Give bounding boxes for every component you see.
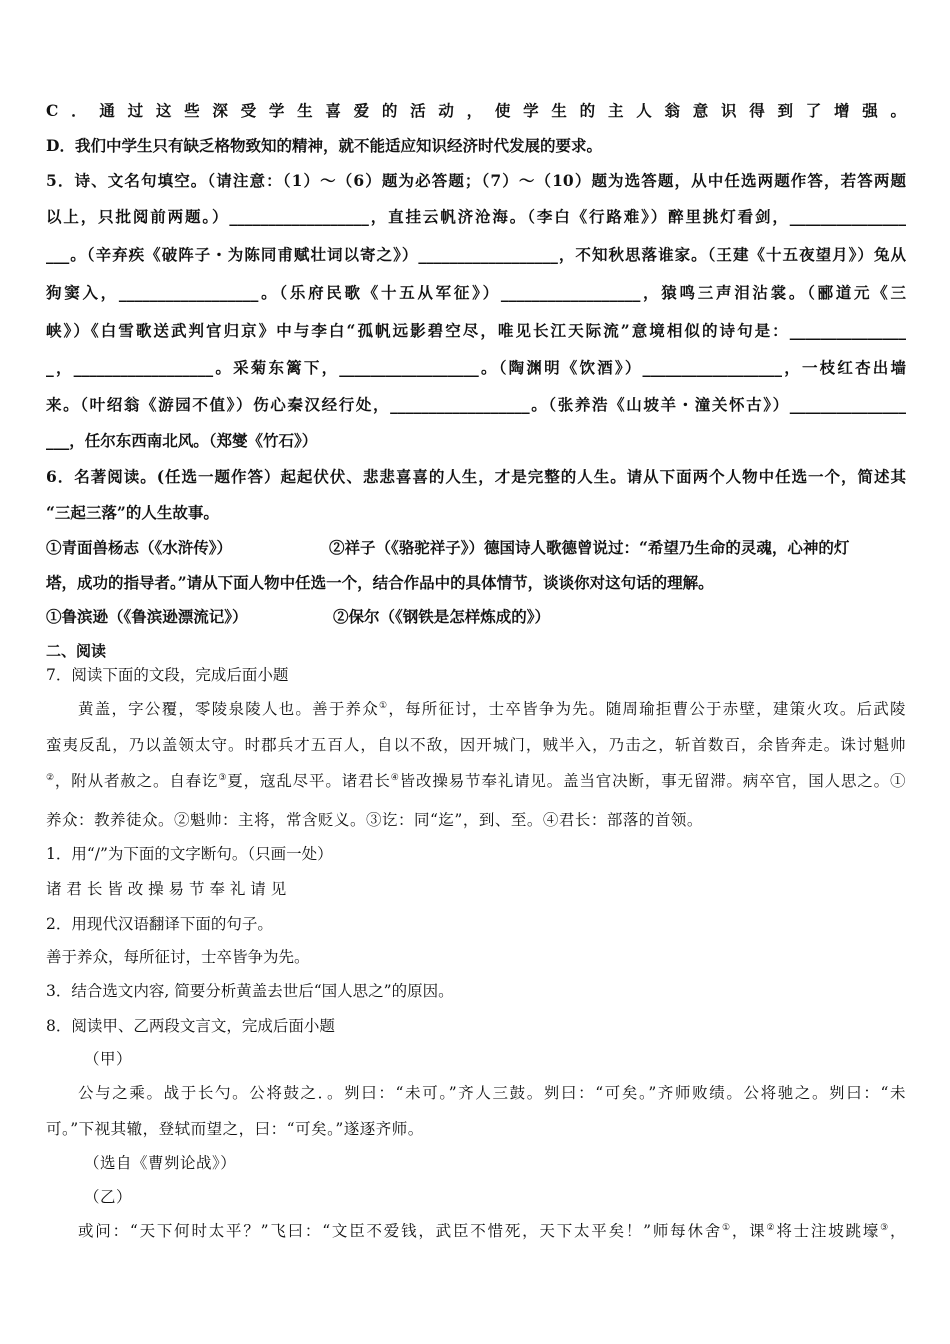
q6-line-5: [46, 606, 906, 628]
footnote-mark-3: ③: [218, 773, 228, 783]
q6-option-robinson: ①鲁滨逊（《鲁滨逊漂流记》）: [46, 607, 248, 626]
q5-line-6: _，__________________。采菊东篱下，__________________。（陶渊明《饮酒》）__________________，一枝红杏出墙: [46, 358, 906, 377]
q5-line-3: ___。（辛弃疾《破阵子・为陈同甫赋壮词以寄之》）__________________，不知秋思落谁家。（王建《十五夜望月》）兔从: [46, 245, 906, 264]
q7-passage-line-1: [78, 698, 906, 720]
q8-yi-text-d: ，: [889, 1222, 906, 1240]
q7-passage-line-3: [46, 770, 906, 792]
q8-yi-text-a: 或问：“天下何时太平？”飞曰：“文臣不爱钱，武臣不惜死，天下太平矣！”师每休舍: [78, 1222, 723, 1240]
q6-line-4: 塔，成功的指导者。”请从下面人物中任选一个，结合作品中的具体情节，谈谈你对这句话的理解。: [46, 573, 714, 592]
q5-line-1: [46, 170, 906, 192]
q8-jia-label: （甲）: [84, 1050, 133, 1068]
q7-passage-text-3c: 皆改操易节奉礼请见。盖当官决断，事无留滞。病卒官，国人思之。①: [399, 772, 906, 790]
q8-source: （选自《曹刿论战》）: [84, 1154, 237, 1172]
q7-sub-3: 3．结合选文内容, 简要分析黄盖去世后“国人思之”的原因。: [46, 982, 454, 1000]
q8-yi-line-1: [78, 1220, 906, 1242]
q7-passage-text-1b: ，每所征讨，士卒皆争为先。随周瑜拒曹公于赤壁，建策火攻。后武陵: [388, 700, 906, 718]
q5-line-5: 峡》）《白雪歌送武判官归京》中与李白“孤帆远影碧空尽，唯见长江天际流”意境相似的诗句是：_______________: [46, 321, 906, 340]
footnote-mark-4: ④: [390, 773, 400, 783]
q5-line-8: ___，任尔东西南北风。（郑燮《竹石》）: [46, 431, 318, 450]
q8-title: 8．阅读甲、乙两段文言文，完成后面小题: [46, 1017, 335, 1035]
q8-yi-text-b: ，课: [731, 1222, 767, 1240]
q7-passage-line-2: 蛮夷反乱，乃以盖领太守。时郡兵才五百人，自以不敌，因开城门，贼半入，乃击之，斩首数百，余皆奔走。诛讨魁帅: [46, 736, 906, 754]
q7-sub-1-text: 诸 君 长 皆 改 操 易 节 奉 礼 请 见: [46, 880, 287, 898]
footnote-mark-2: ②: [46, 773, 55, 783]
q8-yi-text-c: 将士注坡跳壕: [776, 1222, 881, 1240]
q4-option-d: D．我们中学生只有缺乏格物致知的精神，就不能适应知识经济时代发展的要求。: [46, 136, 602, 155]
q6-line-3: [46, 537, 906, 559]
q5-text-1: 5．诗、文名句填空。（请注意：（1）～（6）题为必答题；（7）～（10）题为选答题，从中任选两题作答，若答两题: [46, 171, 906, 190]
q7-title: 7．阅读下面的文段，完成后面小题: [46, 666, 289, 684]
q7-sub-2: 2．用现代汉语翻译下面的句子。: [46, 915, 273, 933]
footnote-mark-1: ①: [379, 701, 389, 711]
q6-option-xiangzi: ②祥子（《骆驼祥子》）德国诗人歌德曾说过：“希望乃生命的灵魂，心神的灯: [329, 538, 850, 557]
q7-notes: 养众：教养徒众。②魁帅：主将，常含贬义。③讫：同“迄”，到、至。④君长：部落的首领。: [46, 811, 703, 829]
q6-option-yangzhi: ①青面兽杨志（《水浒传》）: [46, 538, 233, 557]
q7-passage-text-3b: 夏，寇乱尽平。诸君长: [227, 772, 391, 790]
q5-line-2: 以上，只批阅前两题。）__________________，直挂云帆济沧海。（李白《行路难》）醉里挑灯看剑，_______________: [46, 207, 906, 226]
q8-jia-line-1: 公与之乘。战于长勺。公将鼓之．。刿曰：“未可。”齐人三鼓。刿曰：“可矣。”齐师败绩。公将驰之。刿曰：“未: [78, 1084, 906, 1102]
q5-line-4: 狗窦入，__________________。（乐府民歌《十五从军征》）__________________，猿鸣三声泪沾裳。（郦道元《三: [46, 283, 906, 302]
q7-passage-text-3a: ，附从者赦之。自春讫: [54, 772, 219, 790]
q8-yi-label: （乙）: [84, 1188, 133, 1206]
footnote-mark-yi-3: ③: [880, 1223, 890, 1233]
q5-line-7: 来。（叶绍翁《游园不值》）伤心秦汉经行处，__________________。（张养浩《山坡羊・潼关怀古》）_______________: [46, 395, 906, 414]
q6-line-1: 6．名著阅读。(任选一题作答）起起伏伏、悲悲喜喜的人生，才是完整的人生。请从下面两个人物中任选一个，简述其: [46, 467, 906, 486]
q7-passage-text-1: 黄盖，字公覆，零陵泉陵人也。善于养众: [78, 700, 380, 718]
footnote-mark-yi-2: ②: [766, 1223, 777, 1233]
q7-sub-1: 1．用“/”为下面的文字断句。（只画一处）: [46, 845, 333, 863]
q4-option-c: C．通过这些深受学生喜爱的活动，使学生的主人翁意识得到了增强。: [46, 101, 906, 120]
q7-sub-2-text: 善于养众，每所征讨，士卒皆争为先。: [46, 948, 310, 966]
section-2-heading: 二、阅读: [46, 642, 107, 660]
q8-jia-line-2: 可。”下视其辙，登轼而望之，曰：“可矣。”遂逐齐师。: [46, 1120, 424, 1138]
footnote-mark-yi-1: ①: [722, 1223, 732, 1233]
q6-option-paul: ②保尔（《钢铁是怎样炼成的》）: [333, 607, 551, 626]
q6-line-2: “三起三落”的人生故事。: [46, 503, 219, 522]
